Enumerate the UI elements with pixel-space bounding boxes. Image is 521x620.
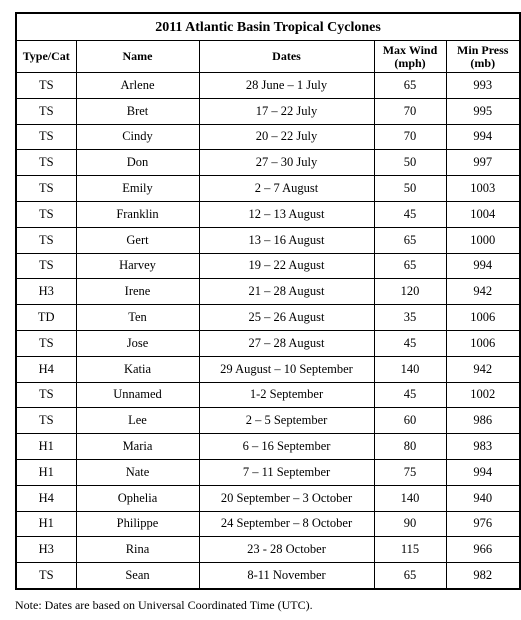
cell-dates: 27 – 30 July — [199, 150, 374, 176]
cell-type: TS — [16, 150, 76, 176]
cell-type: H1 — [16, 511, 76, 537]
cell-name: Don — [76, 150, 199, 176]
table-row — [16, 253, 520, 279]
cyclone-table — [15, 12, 521, 590]
header-max-wind-label: Max Wind — [382, 42, 438, 57]
header-max-wind — [374, 41, 446, 73]
cell-name: Ten — [76, 305, 199, 331]
table-row — [16, 459, 520, 485]
cell-type: H1 — [16, 434, 76, 460]
title-row — [16, 13, 520, 41]
cell-max-wind: 65 — [374, 563, 446, 589]
cell-type: TS — [16, 382, 76, 408]
cell-min-press: 1002 — [446, 382, 520, 408]
cell-max-wind: 65 — [374, 227, 446, 253]
cell-min-press: 976 — [446, 511, 520, 537]
cell-name: Irene — [76, 279, 199, 305]
cell-min-press: 942 — [446, 279, 520, 305]
cell-max-wind: 35 — [374, 305, 446, 331]
table-row — [16, 330, 520, 356]
cell-max-wind: 45 — [374, 382, 446, 408]
cell-type: TS — [16, 98, 76, 124]
table-row — [16, 382, 520, 408]
table-row — [16, 124, 520, 150]
cell-min-press: 986 — [446, 408, 520, 434]
table-body — [16, 73, 520, 589]
header-min-press-label: Min Press — [457, 42, 509, 57]
cell-type: TS — [16, 330, 76, 356]
cell-type: H4 — [16, 485, 76, 511]
cell-min-press: 982 — [446, 563, 520, 589]
table-row — [16, 563, 520, 589]
cell-min-press: 994 — [446, 124, 520, 150]
cell-dates: 23 - 28 October — [199, 537, 374, 563]
cell-dates: 13 – 16 August — [199, 227, 374, 253]
cell-max-wind: 70 — [374, 124, 446, 150]
cell-max-wind: 90 — [374, 511, 446, 537]
cell-type: TS — [16, 201, 76, 227]
table-title: 2011 Atlantic Basin Tropical Cyclones — [16, 13, 520, 41]
table-row — [16, 485, 520, 511]
cell-dates: 12 – 13 August — [199, 201, 374, 227]
cell-max-wind: 140 — [374, 485, 446, 511]
cell-dates: 7 – 11 September — [199, 459, 374, 485]
cell-name: Harvey — [76, 253, 199, 279]
cell-name: Gert — [76, 227, 199, 253]
table-row — [16, 537, 520, 563]
cell-dates: 28 June – 1 July — [199, 73, 374, 99]
cell-max-wind: 45 — [374, 330, 446, 356]
cell-dates: 8-11 November — [199, 563, 374, 589]
cell-min-press: 940 — [446, 485, 520, 511]
table-row — [16, 356, 520, 382]
cell-name: Philippe — [76, 511, 199, 537]
cell-min-press: 983 — [446, 434, 520, 460]
cell-max-wind: 120 — [374, 279, 446, 305]
cell-min-press: 994 — [446, 253, 520, 279]
footnote: Note: Dates are based on Universal Coordinated Time (UTC). — [15, 598, 313, 612]
cell-min-press: 994 — [446, 459, 520, 485]
cell-min-press: 997 — [446, 150, 520, 176]
table-row — [16, 434, 520, 460]
cell-max-wind: 75 — [374, 459, 446, 485]
cell-dates: 19 – 22 August — [199, 253, 374, 279]
table-row — [16, 201, 520, 227]
header-type: Type/Cat — [16, 41, 76, 73]
table-row — [16, 98, 520, 124]
header-max-wind-unit: (mph) — [394, 55, 426, 70]
cell-min-press: 1003 — [446, 176, 520, 202]
cell-dates: 20 September – 3 October — [199, 485, 374, 511]
cell-name: Nate — [76, 459, 199, 485]
cell-name: Rina — [76, 537, 199, 563]
cell-name: Franklin — [76, 201, 199, 227]
cell-dates: 2 – 7 August — [199, 176, 374, 202]
cell-name: Emily — [76, 176, 199, 202]
cell-min-press: 1000 — [446, 227, 520, 253]
cell-max-wind: 140 — [374, 356, 446, 382]
cell-min-press: 1006 — [446, 330, 520, 356]
table-row — [16, 305, 520, 331]
header-row — [16, 41, 520, 73]
cell-max-wind: 60 — [374, 408, 446, 434]
cell-min-press: 942 — [446, 356, 520, 382]
cell-max-wind: 50 — [374, 176, 446, 202]
cell-max-wind: 45 — [374, 201, 446, 227]
cell-max-wind: 80 — [374, 434, 446, 460]
header-min-press — [446, 41, 520, 73]
cell-type: TS — [16, 124, 76, 150]
cell-dates: 1-2 September — [199, 382, 374, 408]
table-row — [16, 227, 520, 253]
cell-dates: 6 – 16 September — [199, 434, 374, 460]
cell-name: Lee — [76, 408, 199, 434]
cell-max-wind: 70 — [374, 98, 446, 124]
cell-name: Bret — [76, 98, 199, 124]
cell-type: TS — [16, 408, 76, 434]
cell-name: Arlene — [76, 73, 199, 99]
cell-min-press: 966 — [446, 537, 520, 563]
cell-type: H3 — [16, 279, 76, 305]
cell-dates: 20 – 22 July — [199, 124, 374, 150]
cell-dates: 2 – 5 September — [199, 408, 374, 434]
table-row — [16, 176, 520, 202]
table-row — [16, 150, 520, 176]
cell-type: H4 — [16, 356, 76, 382]
cell-dates: 27 – 28 August — [199, 330, 374, 356]
cell-type: TD — [16, 305, 76, 331]
cell-max-wind: 65 — [374, 73, 446, 99]
table-row — [16, 408, 520, 434]
header-dates: Dates — [199, 41, 374, 73]
cell-type: TS — [16, 73, 76, 99]
cell-type: TS — [16, 253, 76, 279]
table-row — [16, 73, 520, 99]
cell-name: Cindy — [76, 124, 199, 150]
cell-dates: 29 August – 10 September — [199, 356, 374, 382]
table-row — [16, 511, 520, 537]
cell-max-wind: 115 — [374, 537, 446, 563]
cell-type: H1 — [16, 459, 76, 485]
cell-type: TS — [16, 227, 76, 253]
cell-name: Katia — [76, 356, 199, 382]
cell-dates: 17 – 22 July — [199, 98, 374, 124]
cell-dates: 25 – 26 August — [199, 305, 374, 331]
header-name: Name — [76, 41, 199, 73]
cell-max-wind: 50 — [374, 150, 446, 176]
header-min-press-unit: (mb) — [470, 55, 496, 70]
cell-min-press: 1006 — [446, 305, 520, 331]
cell-type: H3 — [16, 537, 76, 563]
cell-min-press: 995 — [446, 98, 520, 124]
cell-name: Unnamed — [76, 382, 199, 408]
cell-min-press: 1004 — [446, 201, 520, 227]
cell-name: Maria — [76, 434, 199, 460]
cell-name: Sean — [76, 563, 199, 589]
table-row — [16, 279, 520, 305]
cell-name: Ophelia — [76, 485, 199, 511]
cell-name: Jose — [76, 330, 199, 356]
cell-dates: 21 – 28 August — [199, 279, 374, 305]
cell-max-wind: 65 — [374, 253, 446, 279]
cell-min-press: 993 — [446, 73, 520, 99]
cell-type: TS — [16, 176, 76, 202]
cell-type: TS — [16, 563, 76, 589]
cell-dates: 24 September – 8 October — [199, 511, 374, 537]
